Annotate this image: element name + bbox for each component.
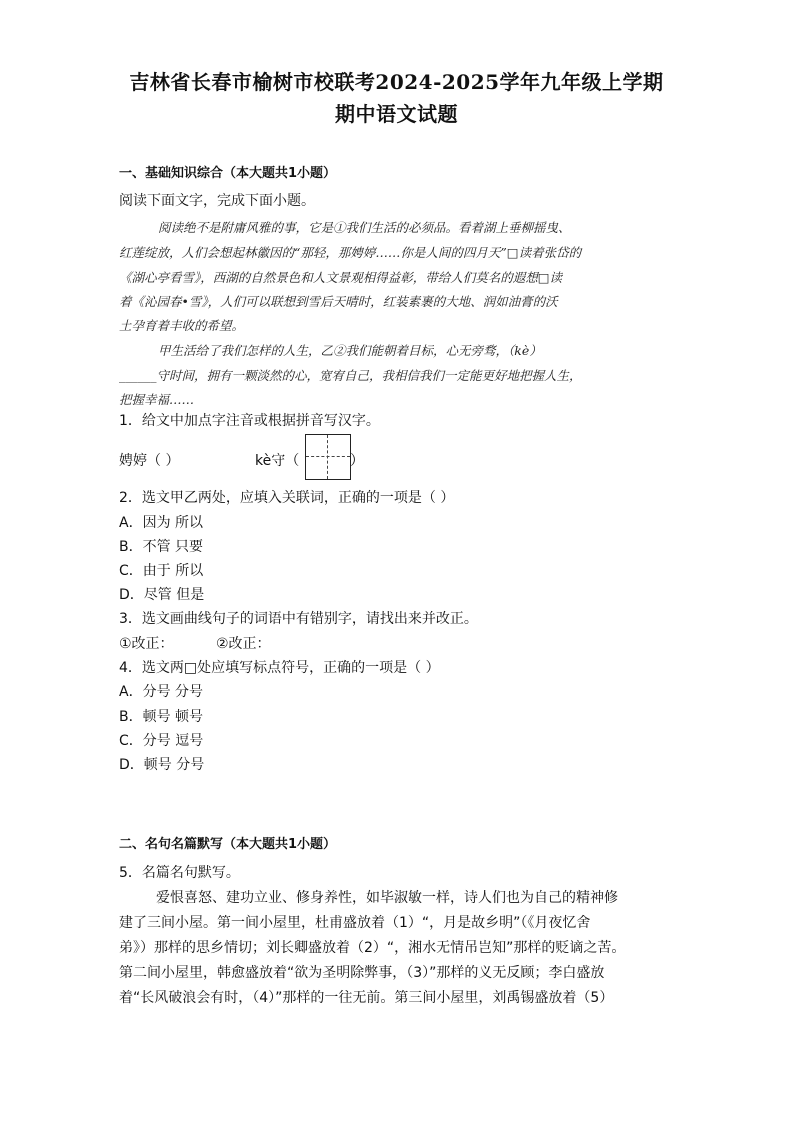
- section2-para-line-5: 着“长风破浪会有时，（4）”那样的一往无前。第三间小屋里，刘禹锡盛放着（5）: [119, 990, 614, 1006]
- question-2-option-c: C．由于 所以: [119, 563, 204, 579]
- question-4-option-b: B．顿号 顿号: [119, 709, 204, 725]
- question-2-option-b: B．不管 只要: [119, 539, 204, 555]
- question-4-option-c: C．分号 逗号: [119, 733, 204, 749]
- question-3-b: ②改正：: [216, 636, 271, 652]
- question-4: 4．选文两□处应填写标点符号，正确的一项是（ ）: [119, 660, 440, 676]
- exam-title-line2: 期中语文试题: [335, 102, 458, 126]
- section2-para-line-3: 弟》）那样的思乡情切；刘长卿盛放着（2）“，湘水无情吊岂知”那样的贬谪之苦。: [119, 940, 626, 956]
- question-1-b: kè守（: [255, 453, 300, 469]
- passage-line-2: 红莲绽放，人们会想起林徽因的“那轻，那娉婷……你是人间的四月天”□读着张岱的: [119, 245, 582, 260]
- question-1-b-close: ）: [350, 453, 364, 469]
- box-dashed-vertical: [327, 435, 328, 479]
- section2-para-line-2: 建了三间小屋。第一间小屋里，杜甫盛放着（1）“，月是故乡明”（《月夜忆舍: [119, 915, 591, 931]
- exam-title-line1: 吉林省长春市榆树市校联考2024-2025学年九年级上学期: [129, 70, 664, 94]
- passage-line-3: 《湖心亭看雪》，西湖的自然景色和人文景观相得益彰，带给人们莫名的遐想□读: [119, 270, 563, 285]
- section2-heading: 二、名句名篇默写（本大题共1小题）: [119, 837, 337, 852]
- tianzige-answer-box[interactable]: [305, 434, 351, 480]
- passage-line-8: 把握幸福……: [119, 392, 195, 407]
- question-5: 5．名篇名句默写。: [119, 865, 240, 881]
- question-3: 3．选文画曲线句子的词语中有错别字，请找出来并改正。: [119, 611, 478, 627]
- passage-line-7: ______守时间，拥有一颗淡然的心，宽宥自己，我相信我们一定能更好地把握人生，: [119, 368, 582, 383]
- passage-line-4: 着《沁园春•雪》，人们可以联想到雪后天晴时，红装素裹的大地、润如油膏的沃: [119, 294, 558, 309]
- section2-para-line-1: 爱恨喜怒、建功立业、修身养性，如毕淑敏一样，诗人们也为自己的精神修: [156, 890, 618, 906]
- question-4-option-a: A．分号 分号: [119, 684, 204, 700]
- question-1: 1．给文中加点字注音或根据拼音写汉字。: [119, 413, 380, 429]
- section1-heading: 一、基础知识综合（本大题共1小题）: [119, 166, 337, 181]
- section2-para-line-4: 第二间小屋里，韩愈盛放着“欲为圣明除弊事，（3）”那样的义无反顾；李白盛放: [119, 965, 605, 981]
- question-2-option-a: A．因为 所以: [119, 515, 204, 531]
- question-1-a: 娉婷（ ）: [119, 453, 180, 469]
- box-dashed-horizontal: [306, 456, 350, 457]
- passage-line-6: 甲生活给了我们怎样的人生，乙②我们能朝着目标，心无旁骛，（kè）: [158, 343, 542, 358]
- question-2-option-d: D．尽管 但是: [119, 587, 205, 603]
- question-3-a: ①改正：: [119, 636, 174, 652]
- question-4-option-d: D．顿号 分号: [119, 757, 205, 773]
- section1-intro: 阅读下面文字，完成下面小题。: [119, 193, 315, 209]
- passage-line-5: 土孕育着丰收的希望。: [119, 318, 245, 333]
- passage-line-1: 阅读绝不是附庸风雅的事，它是①我们生活的必须品。看着湖上垂柳摇曳、: [158, 220, 571, 235]
- question-2: 2．选文甲乙两处，应填入关联词，正确的一项是（ ）: [119, 490, 455, 506]
